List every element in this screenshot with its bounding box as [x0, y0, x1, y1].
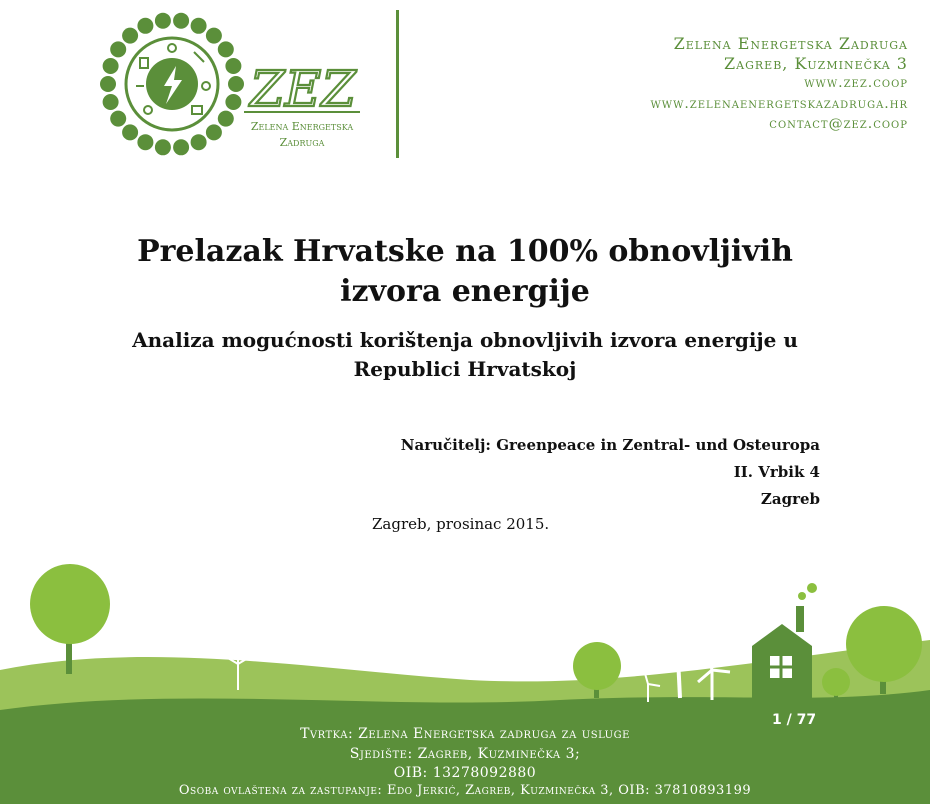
leaf-icon — [110, 111, 126, 127]
leaf-icon — [173, 139, 189, 155]
tree-icon — [30, 564, 110, 674]
leaf-icon — [155, 139, 171, 155]
client-street: II. Vrbik 4 — [733, 463, 820, 481]
subtitle-line-2: Republici Hrvatskoj — [353, 357, 577, 381]
logo-wordmark: ZEZ — [250, 60, 356, 118]
logo-line2: Zadruga — [279, 136, 325, 149]
client-name: Naručitelj: Greenpeace in Zentral- und Osteuropa — [400, 436, 820, 454]
client-city: Zagreb — [760, 490, 820, 508]
leaf-icon — [110, 41, 126, 57]
leaf-icon — [218, 41, 234, 57]
leaf-icon — [228, 76, 244, 92]
leaf-icon — [225, 94, 241, 110]
leaf-icon — [103, 94, 119, 110]
footer-representative: Osoba ovlaštena za zastupanje: Edo Jerkić, Zagreb, Kuzminečka 3, OIB: 37810893199 — [178, 783, 752, 798]
page-number: 1 / 77 — [772, 712, 817, 728]
leaf-icon — [103, 58, 119, 74]
leaf-icon — [155, 13, 171, 29]
contact-address: Zagreb, Kuzminečka 3 — [724, 54, 908, 73]
footer-oib: OIB: 13278092880 — [393, 765, 537, 781]
document-title — [60, 232, 870, 312]
contact-email[interactable]: contact@zez.coop — [769, 116, 908, 132]
contact-name: Zelena Energetska Zadruga — [673, 34, 908, 53]
subtitle-line-1: Analiza mogućnosti korištenja obnovljivih izvora energije u — [132, 328, 798, 352]
leaf-icon — [137, 134, 153, 150]
leaf-icon — [173, 13, 189, 29]
leaf-icon — [206, 124, 222, 140]
title-line-2: izvora energije — [340, 274, 590, 309]
leaf-icon — [122, 28, 138, 44]
footer-company: Tvrtka: Zelena Energetska zadruga za usluge — [300, 726, 630, 742]
leaf-icon — [191, 18, 207, 34]
house-icon — [752, 583, 817, 700]
logo-line1: Zelena Energetska — [250, 120, 354, 133]
zez-logo — [92, 6, 372, 162]
leaf-icon — [191, 134, 207, 150]
header-divider — [396, 10, 399, 158]
leaf-icon — [206, 28, 222, 44]
contact-website-1[interactable]: www.zez.coop — [804, 75, 908, 91]
leaf-icon — [100, 76, 116, 92]
dateline: Zagreb, prosinac 2015. — [372, 515, 550, 533]
document-subtitle — [60, 326, 870, 384]
contact-website-2[interactable]: www.zelenaenergetskazadruga.hr — [650, 96, 908, 112]
leaf-icon — [225, 58, 241, 74]
leaf-icon — [218, 111, 234, 127]
footer-seat: Sjedište: Zagreb, Kuzminečka 3; — [349, 746, 581, 762]
leaf-icon — [122, 124, 138, 140]
leaf-icon — [137, 18, 153, 34]
title-line-1: Prelazak Hrvatske na 100% obnovljivih — [137, 234, 793, 269]
